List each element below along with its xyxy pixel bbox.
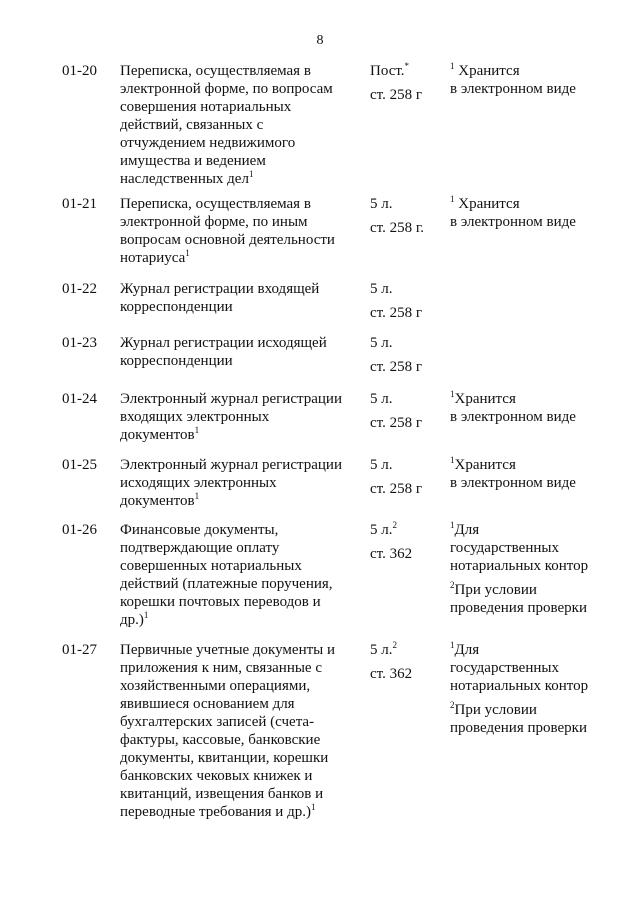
item-title-line: документов$^1$ [120, 491, 200, 509]
item-title-line: документов$^1$ [120, 425, 200, 443]
note-paragraph [450, 521, 630, 575]
retention-article: ст. 258 г [370, 87, 422, 103]
item-title-line: хозяйственными операциями, [120, 678, 311, 694]
item-title-line: Первичные учетные документы и [120, 642, 336, 658]
item-title-line: банковских чековых книжек и [120, 768, 313, 784]
item-title [120, 62, 352, 188]
note-line: $^1$Для [450, 520, 480, 538]
item-title [120, 195, 352, 267]
retention-term: Пост.* [370, 61, 410, 79]
footnote-marker: 1 [450, 455, 455, 465]
item-title-line: вопросам основной деятельности [120, 232, 335, 248]
item-code: 01-22 [62, 281, 97, 297]
note-paragraph [450, 581, 630, 617]
retention-term: 5 л. [370, 281, 393, 297]
item-title-line: совершенных нотариальных [120, 558, 302, 574]
note-line: в электронном виде [450, 214, 576, 230]
retention-period [370, 390, 442, 438]
retention-article: ст. 258 г. [370, 220, 425, 236]
item-note [450, 195, 630, 237]
note-line: государственных [450, 660, 559, 676]
item-title-line: корешки почтовых переводов и [120, 594, 321, 610]
note-line: в электронном виде [450, 475, 576, 491]
item-title [120, 334, 352, 370]
footnote-marker: 1 [194, 491, 200, 501]
item-title-line: документы, квитанции, корешки [120, 750, 329, 766]
retention-period [370, 195, 442, 243]
retention-period [370, 334, 442, 382]
item-title-line: фактуры, кассовые, банковские [120, 732, 321, 748]
note-line: проведения проверки [450, 600, 587, 616]
item-code: 01-20 [62, 63, 97, 79]
item-code: 01-26 [62, 522, 97, 538]
note-line: $^2$При условии [450, 580, 537, 598]
retention-article: ст. 258 г [370, 359, 422, 375]
note-line: государственных [450, 540, 559, 556]
item-title-line: Финансовые документы, [120, 522, 279, 538]
item-title-line: приложения к ним, связанные с [120, 660, 323, 676]
note-line: $^1$ Хранится [450, 61, 520, 79]
footnote-marker: 1 [194, 425, 200, 435]
footnote-marker: 1 [450, 194, 455, 204]
footnote-marker: 1 [248, 169, 254, 179]
item-note [450, 641, 630, 743]
item-title-line: совершения нотариальных [120, 99, 292, 115]
note-paragraph [450, 641, 630, 695]
item-note [450, 521, 630, 623]
item-title-line: подтверждающие оплату [120, 540, 280, 556]
note-paragraph [450, 701, 630, 737]
retention-term: 5 л. [370, 335, 393, 351]
item-note [450, 62, 630, 104]
footnote-marker: 1 [450, 389, 455, 399]
item-code: 01-24 [62, 391, 97, 407]
item-title-line: электронной форме, по вопросам [120, 81, 333, 97]
item-code: 01-23 [62, 335, 97, 351]
footnote-marker: 1 [450, 520, 455, 530]
item-title-line: Переписка, осуществляемая в [120, 196, 311, 212]
note-line: в электронном виде [450, 81, 576, 97]
retention-article: ст. 258 г [370, 305, 422, 321]
item-title-line: бухгалтерских записей (счета- [120, 714, 315, 730]
retention-period [370, 641, 442, 689]
retention-term: 5 л.$^2$ [370, 520, 397, 538]
item-title-line: входящих электронных [120, 409, 270, 425]
item-code: 01-27 [62, 642, 97, 658]
item-note [450, 390, 630, 432]
item-title-line: Переписка, осуществляемая в [120, 63, 311, 79]
note-paragraph [450, 456, 630, 492]
footnote-marker: 1 [143, 610, 149, 620]
page-number: 8 [316, 33, 324, 48]
retention-period [370, 521, 442, 569]
note-paragraph [450, 62, 630, 98]
note-line: $^1$Хранится [450, 389, 516, 407]
item-title-line: действий, связанных с [120, 117, 264, 133]
item-title-line: явившиеся основанием для [120, 696, 295, 712]
footnote-marker: 2 [450, 580, 455, 590]
retention-article: ст. 362 [370, 546, 413, 562]
item-title-line: наследственных дел$^1$ [120, 169, 254, 187]
note-line: $^2$При условии [450, 700, 537, 718]
note-line: $^1$Для [450, 640, 480, 658]
footnote-marker: 1 [310, 802, 316, 812]
footnote-marker: 2 [450, 700, 455, 710]
retention-term: 5 л. [370, 391, 393, 407]
note-line: проведения проверки [450, 720, 587, 736]
note-paragraph [450, 195, 630, 231]
retention-term: 5 л. [370, 457, 393, 473]
retention-article: ст. 258 г [370, 415, 422, 431]
item-title [120, 521, 352, 629]
retention-period [370, 62, 442, 110]
item-title [120, 456, 352, 510]
note-line: $^1$Хранится [450, 455, 516, 473]
retention-period [370, 456, 442, 504]
retention-period [370, 280, 442, 328]
footnote-marker: 1 [185, 248, 190, 258]
item-title-line: электронной форме, по иным [120, 214, 308, 230]
note-line: нотариальных контор [450, 678, 589, 694]
item-title-line: имущества и ведением [120, 153, 266, 169]
item-title-line: Электронный журнал регистрации [120, 391, 342, 407]
item-title-line: исходящих электронных [120, 475, 277, 491]
item-title-line: корреспонденции [120, 299, 233, 315]
item-title [120, 390, 352, 444]
item-title-line: нотариуса$^1$ [120, 248, 190, 266]
item-title-line: корреспонденции [120, 353, 233, 369]
footnote-marker: 2 [392, 640, 397, 650]
item-title-line: отчуждением недвижимого [120, 135, 296, 151]
note-line: в электронном виде [450, 409, 576, 425]
retention-term: 5 л. [370, 196, 393, 212]
item-title-line: переводные требования и др.)$^1$ [120, 802, 316, 820]
retention-article: ст. 362 [370, 666, 413, 682]
item-title-line: квитанций, извещения банков и [120, 786, 324, 802]
footnote-marker: 2 [392, 520, 397, 530]
item-title-line: действий (платежные поручения, [120, 576, 333, 592]
footnote-marker: 1 [450, 640, 455, 650]
retention-article: ст. 258 г [370, 481, 422, 497]
item-title [120, 641, 352, 821]
item-title [120, 280, 352, 316]
footnote-marker: 1 [450, 61, 455, 71]
note-line: нотариальных контор [450, 558, 589, 574]
footnote-marker: * [404, 61, 410, 71]
item-note [450, 456, 630, 498]
retention-term: 5 л.$^2$ [370, 640, 397, 658]
item-code: 01-25 [62, 457, 97, 473]
item-title-line: Журнал регистрации исходящей [120, 335, 327, 351]
note-paragraph [450, 390, 630, 426]
note-line: $^1$ Хранится [450, 194, 520, 212]
item-title-line: Электронный журнал регистрации [120, 457, 342, 473]
item-title-line: Журнал регистрации входящей [120, 281, 320, 297]
item-code: 01-21 [62, 196, 97, 212]
item-title-line: др.)$^1$ [120, 610, 149, 628]
